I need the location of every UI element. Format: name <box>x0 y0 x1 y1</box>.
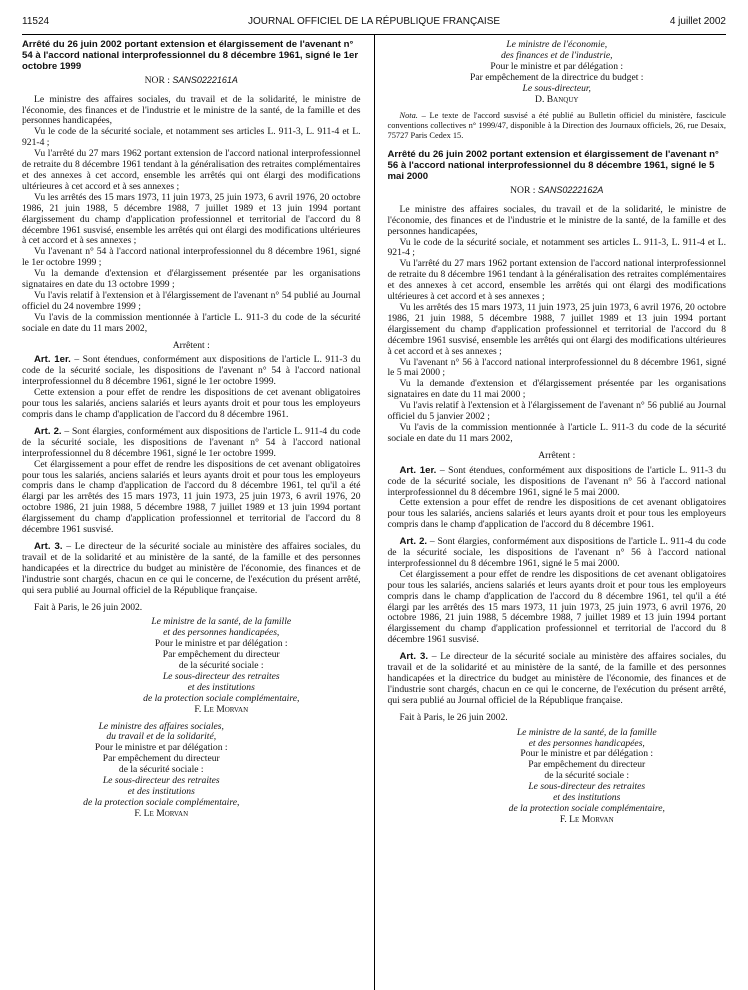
arretent-heading: Arrêtent : <box>172 339 210 351</box>
preamble-para: Le ministre des affaires sociales, du travail et de la solidarité, le ministre de l'économie, des finances et de l'industrie et le ministre de la santé, de la famille et des personnes handicapées, <box>387 203 726 237</box>
preamble-para: Vu l'avis de la commission mentionnée à l'article L. 911-3 du code de la sécurité sociale en date du 11 mars 2002, <box>22 311 361 334</box>
article-label: Art. 1er. <box>399 464 437 476</box>
issue-date: 4 juillet 2002 <box>669 16 726 27</box>
signatory-name: D. Banquy <box>535 93 579 105</box>
columns <box>22 35 726 990</box>
article-2: Art. 2. – Sont élargies, conformément aux dispositions de l'article L. 911-4 du code de la sécurité sociale, les dispositions de l'avenant n° 56 à l'accord national interprofessionnel du 8 décembre 1961, signé le 5 mai 2000. <box>387 536 726 569</box>
nor-line-54 <box>22 75 361 87</box>
article-1: Art. 1er. – Sont étendues, conformément aux dispositions de l'article L. 911-3 du code de la sécurité sociale, les dispositions de l'avenant n° 54 à l'accord national interprofessionnel du 8 décembre 1961, signé le 1er octobre 1999. <box>22 354 361 388</box>
article-label: Art. 3. <box>399 651 428 663</box>
preamble-para: Vu l'avis relatif à l'extension et à l'élargissement de l'avenant n° 56 publié au Journal officiel du 5 janvier 2002 ; <box>387 400 726 423</box>
done-at-line: Fait à Paris, le 26 juin 2002. <box>399 711 508 723</box>
preamble-para: Vu l'arrêté du 27 mars 1962 portant extension de l'accord national interprofessionnel de retraite du 8 décembre 1961 tendant à la généralisation des retraites complémentaires et des annexes à cet accord, ensemble les arrêtés qui ont élargi des modifications ultérieures à cet accord et à ses annexes ; <box>22 148 361 192</box>
preamble-para: Vu le code de la sécurité sociale, et notamment ses articles L. 911-3, L. 911-4 et L. 921-4 ; <box>22 126 361 149</box>
right-column <box>375 35 727 990</box>
journal-title: JOURNAL OFFICIEL DE LA RÉPUBLIQUE FRANÇAISE <box>247 16 501 27</box>
preamble-para: Vu l'avis de la commission mentionnée à l'article L. 911-3 du code de la sécurité sociale en date du 11 mars 2002, <box>387 421 726 444</box>
preamble-para: Vu l'arrêté du 27 mars 1962 portant extension de l'accord national interprofessionnel de retraite du 8 décembre 1961 tendant à la généralisation des retraites complémentaires et des annexes à cet accord, ensemble les arrêtés qui ont élargi des modifications ultérieures à cet accord et à ses annexes ; <box>387 258 726 303</box>
signature-block-health: Le ministre de la santé, de la famille et des personnes handicapées, Pour le ministre et par délégation : Par empêchement du directeur de la sécurité sociale : Le sous-directeur des retraites et des institutions de la protection sociale complémentaire, F. Le Morvan <box>22 617 361 715</box>
preamble-para: Vu l'avenant n° 54 à l'accord national interprofessionnel du 8 décembre 1961, signé le 1er octobre 1999 ; <box>22 246 361 269</box>
article-3: Art. 3. – Le directeur de la sécurité sociale au ministère des affaires sociales, du travail et de la solidarité et au ministère de la santé, de la famille et des personnes handicapées et la directrice du budget au ministère de l'économie, des finances et de l'industrie sont chargés, chacun en ce qui le concerne, de l'exécution du présent arrêté, qui sera publié au Journal officiel de la République française. <box>387 651 726 706</box>
nor-code: SANS0222162A <box>537 184 604 195</box>
article-1: Art. 1er. – Sont étendues, conformément aux dispositions de l'article L. 911-3 du code de la sécurité sociale, les dispositions de l'avenant n° 56 à l'accord national interprofessionnel du 8 décembre 1961, signé le 5 mai 2000. <box>387 464 727 498</box>
preamble-para: Vu l'avis relatif à l'extension et à l'élargissement de l'avenant n° 54 publié au Journal officiel du 24 novembre 1999 ; <box>22 289 361 312</box>
preamble-para: Vu les arrêtés des 15 mars 1973, 11 juin 1973, 25 juin 1973, 6 avril 1976, 20 octobre 1986, 21 juin 1988, 5 décembre 1988, 7 juillet 1989 et 13 juin 1994 portant élargissement du champ d'application professionnel et territorial de l'accord du 8 décembre 1961 susvisé, ensemble les arrêtés qui ont élargi des modifications ultérieures à cet accord et à ses annexes ; <box>22 191 361 247</box>
left-column <box>22 35 374 990</box>
article-label: Art. 2. <box>399 536 428 548</box>
signatory-name: F. Le Morvan <box>194 703 249 715</box>
page-number: 11524 <box>22 16 50 27</box>
nor-code: SANS0222161A <box>172 74 238 85</box>
nor-line-56 <box>388 185 727 197</box>
article-label: Art. 1er. <box>34 354 71 366</box>
article-1-para: Cette extension a pour effet de rendre les dispositions de cet avenant obligatoires pour tous les salariés, anciens salariés et leurs ayants droit et pour tous les employeurs compris dans le champ d'application de l'accord du 8 décembre 1961. <box>387 497 726 531</box>
article-2-para: Cet élargissement a pour effet de rendre les dispositions de cet avenant obligatoires pour tous les salariés, anciens salariés et leurs ayants droit et pour tous les employeurs compris dans le champ d'application de l'accord du 8 décembre 1961, tel qu'il a été élargi par les arrêtés des 15 mars 1973, 11 juin 1973, 25 juin 1973, 6 avril 1976, 20 octobre 1986, 21 juin 1988, 5 décembre 1988, 7 juillet 1989 et 13 juin 1994 portant élargissement du champ d'application professionnel et territorial de l'accord du 8 décembre 1961 susvisé. <box>22 458 361 536</box>
page-header <box>22 16 726 32</box>
arretent-heading: Arrêtent : <box>538 449 576 461</box>
preamble-para: Vu la demande d'extension et d'élargissement présentée par les organisations signataires en date du 11 mai 2000 ; <box>387 378 726 401</box>
article-2-para: Cet élargissement a pour effet de rendre les dispositions de cet avenant obligatoires pour tous les salariés, anciens salariés et leurs ayants droit et pour tous les employeurs compris dans le champ d'application de l'accord du 8 décembre 1961, tel qu'il a été élargi par les arrêtés des 15 mars 1973, 11 juin 1973, 25 juin 1973, 6 avril 1976, 20 octobre 1986, 21 juin 1988, 5 décembre 1988, 7 juillet 1989 et 13 juin 1994 portant élargissement du champ d'application professionnel et territorial de l'accord du 8 décembre 1961 susvisé. <box>387 568 726 646</box>
nor-prefix: NOR : <box>510 184 538 196</box>
decree-title-54: Arrêté du 26 juin 2002 portant extension et élargissement de l'avenant n° 54 à l'accord national interprofessionnel du 8 décembre 1961, signé le 1er octobre 1999 <box>22 39 359 72</box>
done-at-line: Fait à Paris, le 26 juin 2002. <box>34 601 143 613</box>
article-label: Art. 2. <box>34 425 62 437</box>
preamble-para: Vu la demande d'extension et d'élargissement présentée par les organisations signataires en date du 13 octobre 1999 ; <box>22 268 361 291</box>
article-3: Art. 3. – Le directeur de la sécurité sociale au ministère des affaires sociales, du travail et de la solidarité et au ministère de la santé, de la famille et des personnes handicapées et la directrice du budget au ministère de l'économie, des finances et de l'industrie sont chargés, chacun en ce qui le concerne, de l'exécution du présent arrêté, qui sera publié au Journal officiel de la République française. <box>22 540 361 596</box>
signature-block-economy: Le ministre de l'économie, des finances et de l'industrie, Pour le ministre et par délégation : Par empêchement de la directrice du budget : Le sous-directeur, D. Banquy <box>388 40 727 105</box>
signatory-name: F. Le Morvan <box>134 807 189 819</box>
article-2: Art. 2. – Sont élargies, conformément aux dispositions de l'article L. 911-4 du code de la sécurité sociale, les dispositions de l'avenant n° 54 à l'accord national interprofessionnel du 8 décembre 1961, signé le 1er octobre 1999. <box>22 425 361 459</box>
signatory-name: F. Le Morvan <box>559 813 614 825</box>
preamble-para: Le ministre des affaires sociales, du travail et de la solidarité, le ministre de l'économie, des finances et de l'industrie et le ministre de la santé, de la famille et des personnes handicapées, <box>22 93 361 127</box>
article-1-para: Cette extension a pour effet de rendre les dispositions de cet avenant obligatoires pour tous les salariés, anciens salariés et leurs ayants droit et pour tous les employeurs compris dans le champ d'application de l'accord du 8 décembre 1961. <box>22 387 361 420</box>
preamble-para: Vu le code de la sécurité sociale, et notamment ses articles L. 911-3, L. 911-4 et L. 921-4 ; <box>387 236 726 259</box>
article-label: Art. 3. <box>34 540 63 552</box>
nota-note: Nota. – Le texte de l'accord susvisé a été publié au Bulletin officiel du ministère, fascicule conventions collectives n° 1999/47, disponible à la Direction des Journaux officiels, 26, rue Desaix, 75727 Paris Cedex 15. <box>387 111 726 140</box>
decree-title-56: Arrêté du 26 juin 2002 portant extension et élargissement de l'avenant n° 56 à l'accord national interprofessionnel du 8 décembre 1961, signé le 5 mai 2000 <box>387 149 719 183</box>
preamble-para: Vu les arrêtés des 15 mars 1973, 11 juin 1973, 25 juin 1973, 6 avril 1976, 20 octobre 1986, 21 juin 1988, 5 décembre 1988, 7 juillet 1989 et 13 juin 1994 portant élargissement du champ d'application professionnel et territorial de l'accord du 8 décembre 1961 susvisé, ensemble les arrêtés qui ont élargi des modifications ultérieures à cet accord et à ses annexes ; <box>387 302 726 357</box>
signature-block-social-affairs: Le ministre des affaires sociales, du travail et de la solidarité, Pour le ministre et par délégation : Par empêchement du directeur de la sécurité sociale : Le sous-directeur des retraites et des institutions de la protection sociale complémentaire, F. Le Morvan <box>22 722 361 820</box>
nor-prefix: NOR : <box>144 74 173 86</box>
preamble-para: Vu l'avenant n° 56 à l'accord national interprofessionnel du 8 décembre 1961, signé le 5 mai 2000 ; <box>387 356 726 379</box>
signature-block-health: Le ministre de la santé, de la famille et des personnes handicapées, Pour le ministre et par délégation : Par empêchement du directeur de la sécurité sociale : Le sous-directeur des retraites et des institutions de la protection sociale complémentaire, F. Le Morvan <box>388 728 727 826</box>
